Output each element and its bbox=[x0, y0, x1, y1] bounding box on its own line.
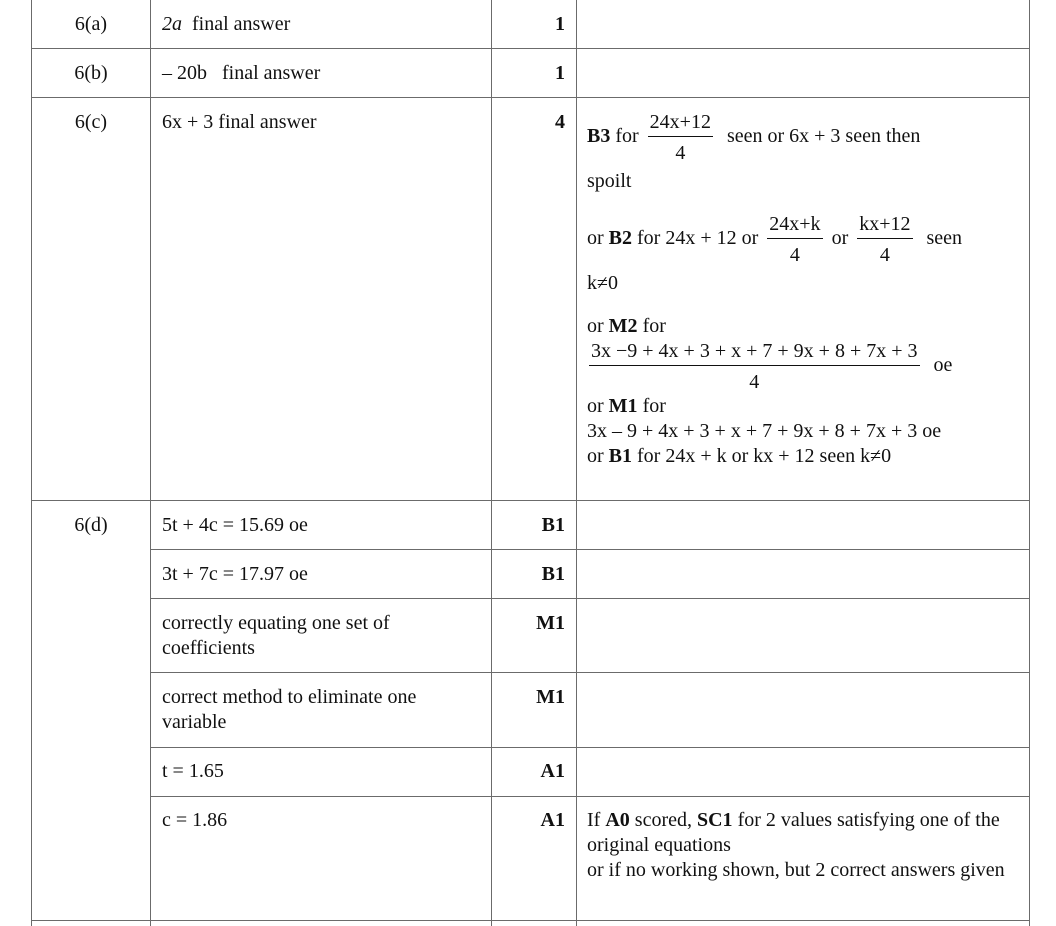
mark-value: 1 bbox=[555, 13, 565, 35]
note-b1: or B1 for 24x + k or kx + 12 seen k≠0 bbox=[587, 445, 892, 467]
note-b2-condition: k≠0 bbox=[587, 272, 618, 294]
question-number: 6(b) bbox=[74, 62, 108, 84]
note-m1: or M1 for bbox=[587, 395, 666, 417]
question-number: 6(c) bbox=[74, 111, 108, 133]
note-b3-continued: spoilt bbox=[587, 170, 632, 192]
mark-value: A1 bbox=[540, 809, 565, 831]
question-number: 6(a) bbox=[74, 13, 108, 35]
row-divider bbox=[150, 598, 1030, 599]
mark-value: 4 bbox=[555, 111, 565, 133]
partial-marks-notes bbox=[587, 110, 1027, 469]
answer-text: t = 1.65 bbox=[162, 760, 224, 782]
note-m2-fraction: $\frac{3x -9 + 4x + 3 + x + 7 + 9x + 8 + 7x + 3}{4}$ oe bbox=[591, 340, 953, 393]
row-divider bbox=[31, 500, 1030, 501]
column-divider bbox=[150, 0, 151, 926]
row-divider bbox=[31, 920, 1030, 921]
answer-text: – 20b final answer bbox=[162, 62, 321, 84]
answer-text: c = 1.86 bbox=[162, 809, 228, 831]
table-border-right bbox=[1029, 0, 1030, 926]
note-m2: or M2 for bbox=[587, 315, 666, 337]
mark-value: 1 bbox=[555, 62, 565, 84]
column-divider bbox=[491, 0, 492, 926]
fraction: $\frac{kx+12}{4}$ bbox=[859, 213, 911, 266]
mark-value: M1 bbox=[536, 612, 565, 634]
answer-text: correctly equating one set of coefficients bbox=[162, 612, 390, 659]
fraction: $\frac{24x+k}{4}$ bbox=[769, 213, 821, 266]
question-number: 6(d) bbox=[74, 514, 108, 536]
mark-value: M1 bbox=[536, 686, 565, 708]
row-divider bbox=[150, 796, 1030, 797]
note-b3: B3 for $\frac{24x+12}{4}$ seen or 6x + 3 seen then bbox=[587, 111, 921, 164]
answer-text: 5t + 4c = 15.69 oe bbox=[162, 514, 308, 536]
mark-value: B1 bbox=[541, 563, 565, 585]
answer-text: correct method to eliminate one variable bbox=[162, 686, 417, 733]
note-m1-expression: 3x – 9 + 4x + 3 + x + 7 + 9x + 8 + 7x + 3 oe bbox=[587, 420, 942, 442]
row-divider bbox=[31, 48, 1030, 49]
mark-value: B1 bbox=[541, 514, 565, 536]
fraction: $\frac{24x+12}{4}$ bbox=[649, 111, 711, 164]
fraction: $\frac{3x -9 + 4x + 3 + x + 7 + 9x + 8 + 7x + 3}{4}$ bbox=[591, 340, 918, 393]
row-divider bbox=[31, 97, 1030, 98]
special-case-note: If A0 scored, SC1 for 2 values satisfying one of the original equations or if no working shown, but 2 correct answers given bbox=[587, 809, 1005, 881]
answer-text: 2a final answer bbox=[162, 13, 291, 35]
row-divider bbox=[150, 747, 1030, 748]
answer-text: 3t + 7c = 17.97 oe bbox=[162, 563, 308, 585]
answer-text: 6x + 3 final answer bbox=[162, 111, 317, 133]
row-divider bbox=[150, 672, 1030, 673]
table-border-left bbox=[31, 0, 32, 926]
note-b2: or B2 for 24x + 12 or $\frac{24x+k}{4}$ or $\frac{kx+12}{4}$ seen bbox=[587, 213, 963, 266]
row-divider bbox=[150, 549, 1030, 550]
column-divider bbox=[576, 0, 577, 926]
mark-value: A1 bbox=[540, 760, 565, 782]
